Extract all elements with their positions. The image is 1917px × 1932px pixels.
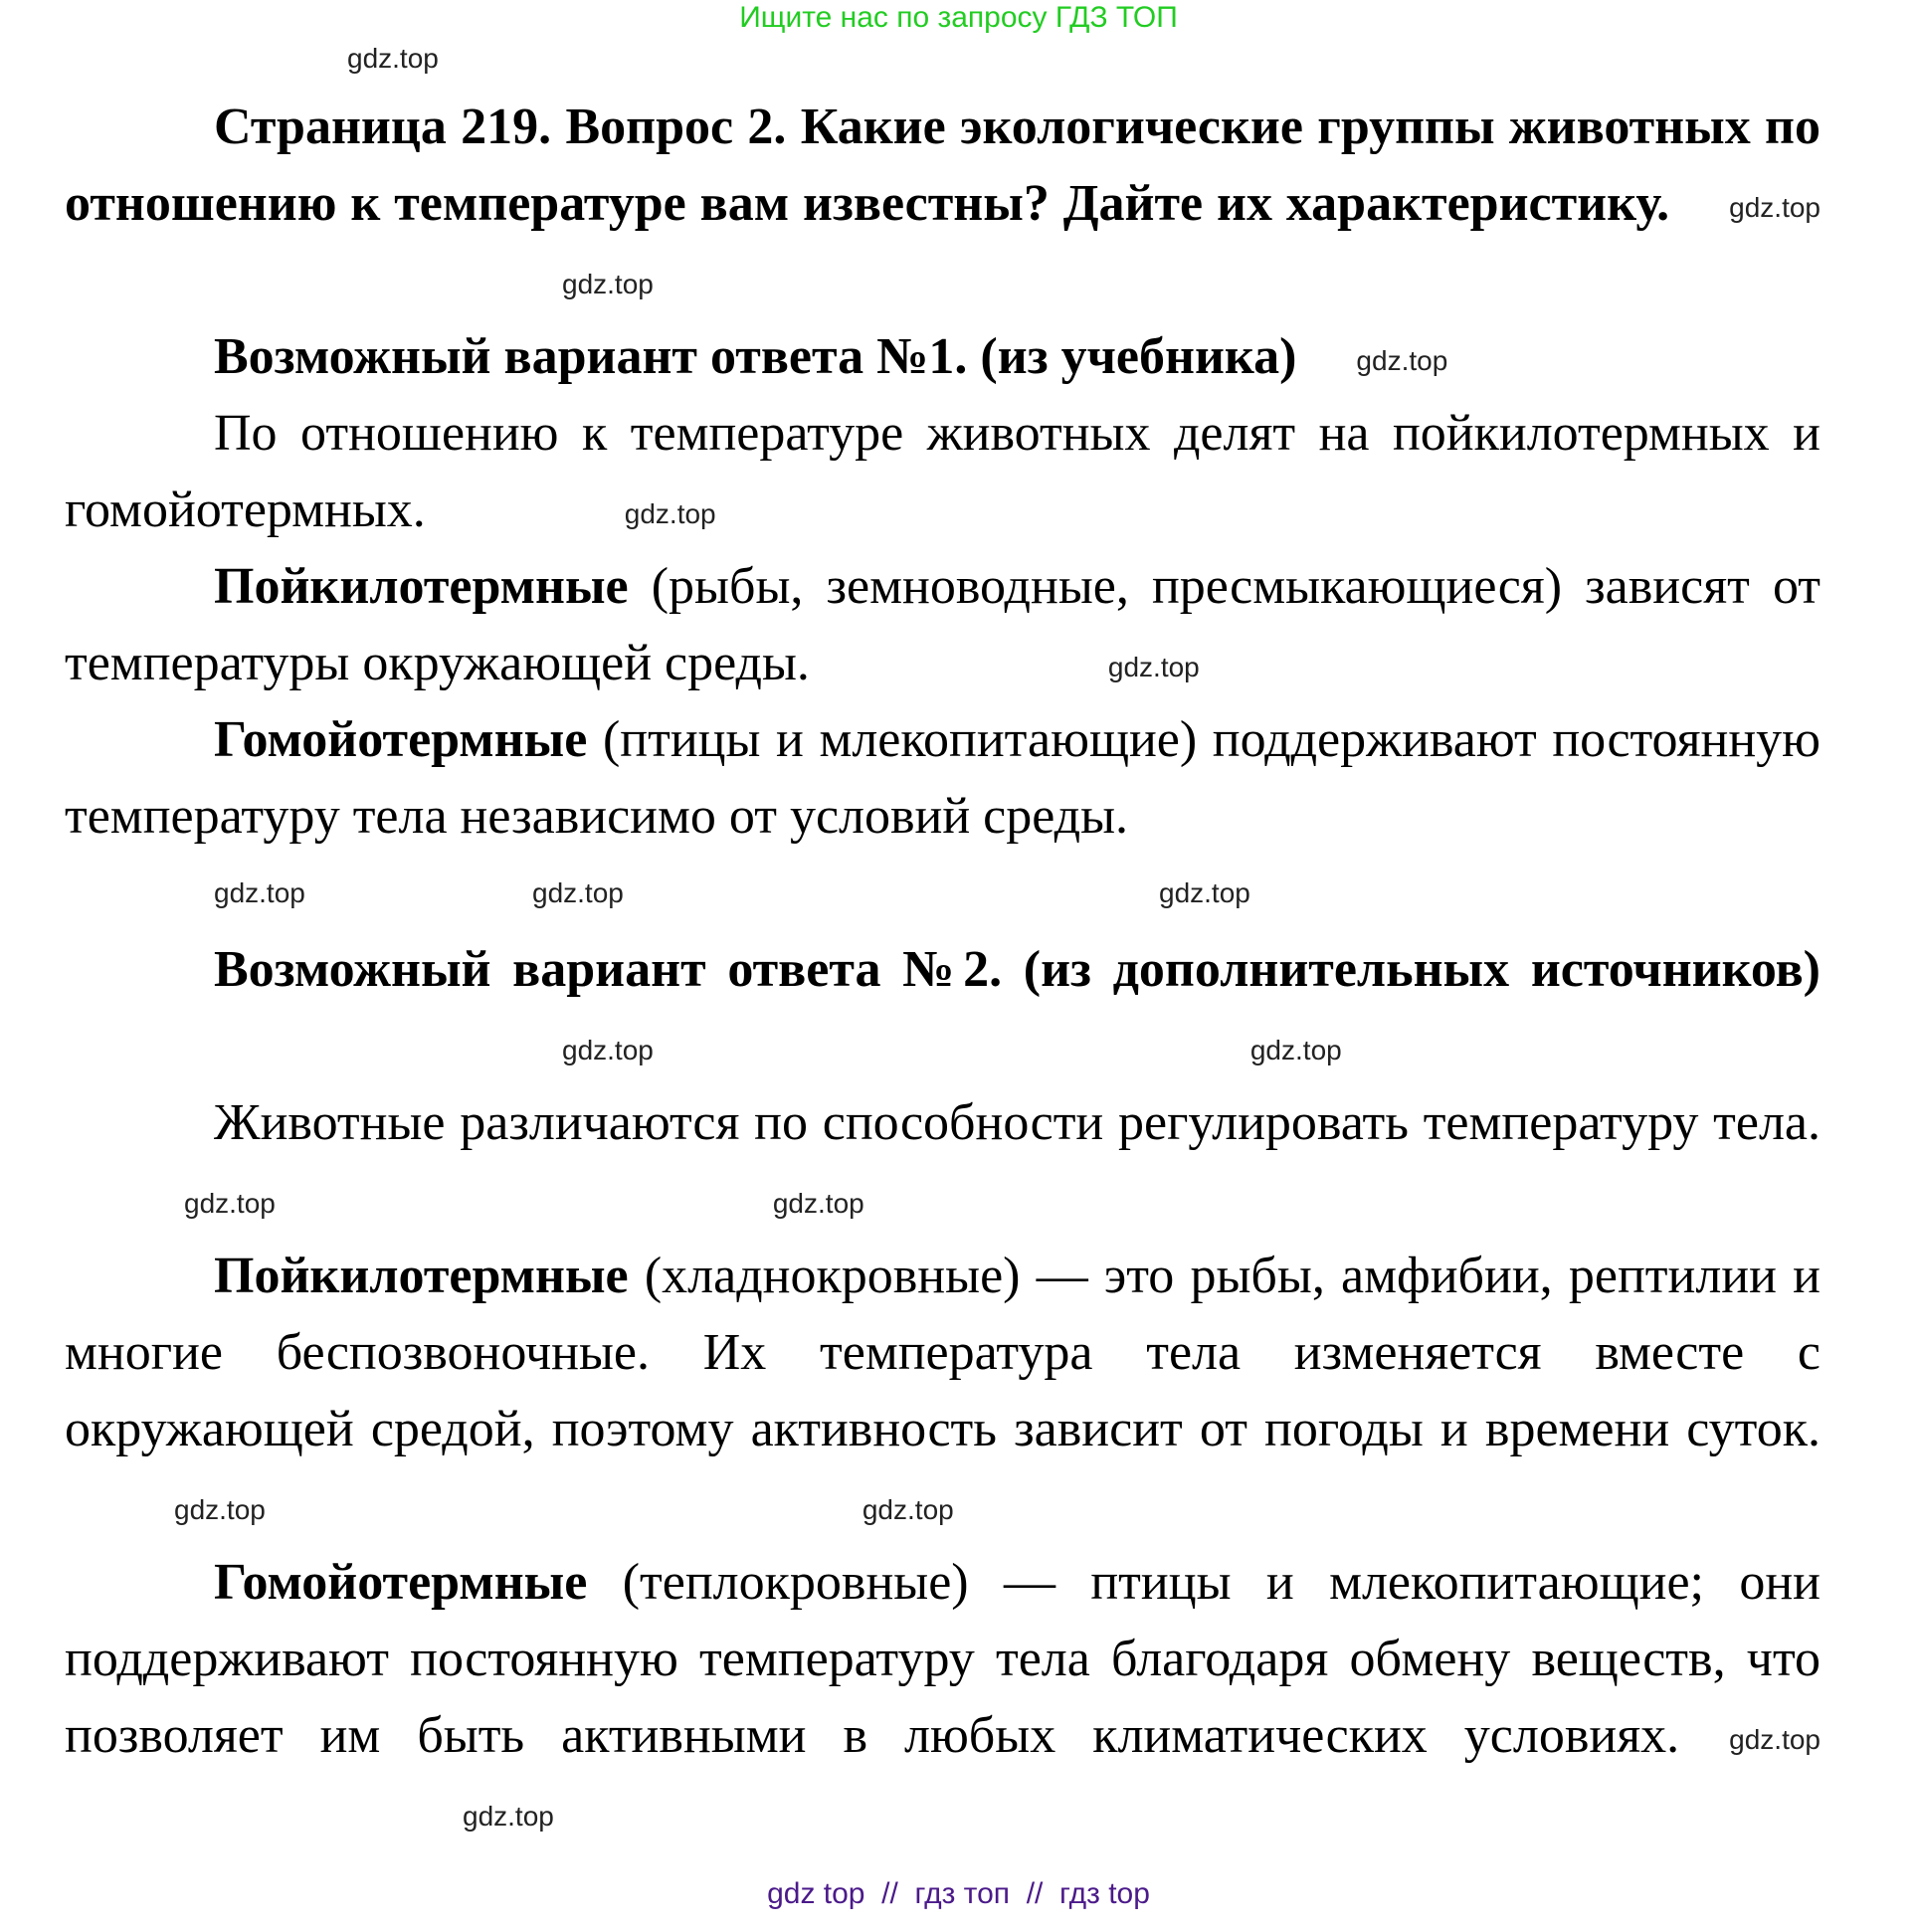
variant2-homeotherms	[65, 1544, 1821, 1850]
watermark: gdz.top	[1729, 192, 1821, 224]
variant2-poikilotherms	[65, 1238, 1821, 1544]
watermark: gdz.top	[562, 269, 654, 300]
watermark: gdz.top	[463, 1801, 554, 1833]
watermark: gdz.top	[347, 43, 439, 74]
definition: (птицы и млекопитающие) поддерживают постоянную температуру тела независимо от условий среды.	[65, 711, 1821, 845]
watermark: gdz.top	[1107, 652, 1200, 683]
variant1-title-text: Возможный вариант ответа №1. (из учебника)	[214, 328, 1297, 385]
variant1-intro-text: По отношению к температуре животных делят на пойкилотермных и гомойотермных.	[65, 405, 1821, 538]
variant2-intro	[65, 1084, 1821, 1238]
variant2-title	[65, 931, 1821, 1084]
watermark: gdz.top	[772, 1188, 864, 1220]
watermark: gdz.top	[184, 1188, 276, 1220]
watermark: gdz.top	[532, 877, 624, 908]
question-text: Страница 219. Вопрос 2. Какие экологические группы животных по отношению к температуре вам известны? Дайте их характеристику.	[65, 98, 1821, 232]
variant2-title-text: Возможный вариант ответа №2. (из дополнительных источников)	[214, 941, 1821, 998]
watermark: gdz.top	[1729, 1724, 1821, 1756]
watermark: gdz.top	[1159, 877, 1250, 908]
variant2-intro-text: Животные различаются по способности регулировать температуру тела.	[214, 1094, 1821, 1151]
variant1-title	[65, 318, 1821, 395]
search-hint-banner: Ищите нас по запросу ГДЗ ТОП	[739, 1, 1178, 34]
watermark: gdz.top	[624, 498, 716, 530]
term: Пойкилотермные	[214, 1248, 629, 1304]
definition: (хладнокровные) — это рыбы, амфибии, рептилии и многие беспозвоночные. Их температура тела изменяется вместе с окружающей средой, поэтому активность зависит от погоды и времени суток.	[65, 1248, 1821, 1457]
footer-links: gdz top // гдз топ // гдз top	[767, 1877, 1150, 1910]
term: Гомойотермные	[214, 711, 588, 768]
watermark: gdz.top	[214, 877, 305, 908]
watermark: gdz.top	[174, 1494, 266, 1526]
answer-document	[65, 0, 1821, 1850]
watermark: gdz.top	[1249, 1035, 1342, 1066]
watermark: gdz.top	[562, 1035, 654, 1066]
spacer	[65, 855, 1821, 931]
variant1-poikilotherms	[65, 548, 1821, 701]
watermark: gdz.top	[862, 1494, 954, 1526]
definition: (рыбы, земноводные, пресмыкающиеся) зависят от температуры окружающей среды.	[65, 558, 1821, 691]
variant1-homeotherms	[65, 701, 1821, 855]
variant1-intro	[65, 395, 1821, 548]
question-heading	[65, 89, 1821, 318]
definition: (теплокровные) — птицы и млекопитающие; они поддерживают постоянную температуру тела благодаря обмену веществ, что позволяет им быть активными в любых климатических условиях.	[65, 1554, 1821, 1764]
term: Пойкилотермные	[214, 558, 629, 615]
term: Гомойотермные	[214, 1554, 588, 1611]
watermark: gdz.top	[1356, 345, 1448, 377]
